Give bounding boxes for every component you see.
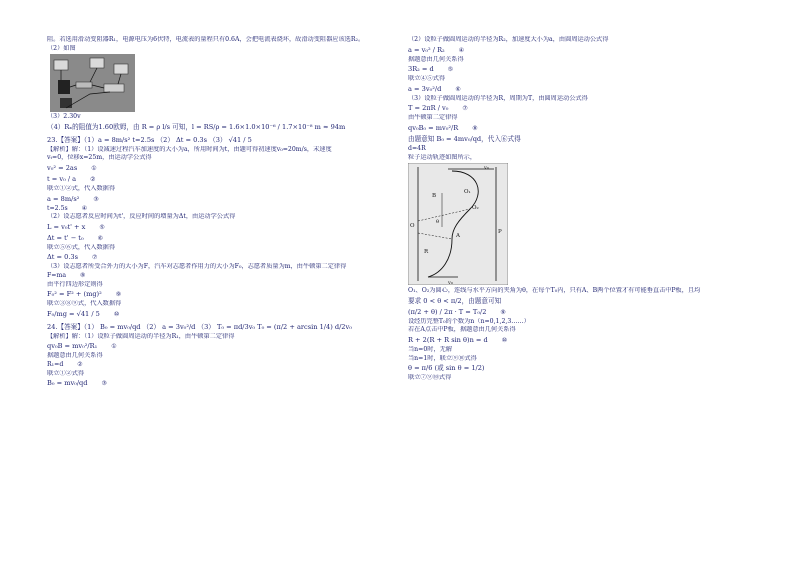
eq-period <box>408 307 768 318</box>
eq-d4R: d=4R <box>408 144 426 152</box>
join-56: 联立⑤⑥式，代入数据得 <box>47 243 116 251</box>
case-n0: 当n=0时，无解 <box>408 345 453 353</box>
item-4-prefix: （4）Rₓ的阻值为1.60欧姆，由 <box>47 122 140 131</box>
eq-marker-r4: ④ <box>458 46 465 54</box>
eq-3 <box>47 194 402 205</box>
join-12b: 联立①②式得 <box>47 369 85 377</box>
join-389: 联立③⑧⑨式，代入数据得 <box>47 300 122 308</box>
r-part-2: （2）设粒子做圆周运动的半径为R₂，加速度大小为a，由圆周运动公式得 <box>408 36 609 43</box>
eq-marker-r5: ⑤ <box>447 66 454 74</box>
eq-delta-t: Δt = t' − t₀ <box>47 233 84 242</box>
eq-marker-3: ③ <box>93 195 99 203</box>
q23-explanation-2: vₜ=0，位移x=25m，由运动学公式得 <box>47 154 152 162</box>
eq-geom-text: R + 2(R + R sin θ)n = d <box>408 335 488 344</box>
label-theta: θ <box>436 219 440 226</box>
eq-B0-text: B₀ = mv₀/qd <box>47 379 88 388</box>
hit-A: 若在A点击中P板，据题意由几何关系得 <box>408 326 516 334</box>
eq-T-text: T = 2πR / v₀ <box>408 104 449 113</box>
eq-v0-squared: v₀² = 2as <box>47 163 78 172</box>
eq-marker-q24-2: ② <box>77 360 83 368</box>
geometry-2: 据题意由几何关系得 <box>408 55 464 63</box>
label-P: P <box>498 229 502 236</box>
eq-marker-4: ④ <box>81 204 88 212</box>
eq-F0-squared: F₀² = F² + (mg)² <box>47 290 102 299</box>
eq-marker-r7: ⑦ <box>462 105 468 113</box>
item-4-formula: R = ρ l/s 可知，l = RS/ρ = 1.6×1.0×10⁻⁶ / 1.7×10⁻⁸ m ≈ 94m <box>141 122 346 131</box>
eq-marker-r6: ⑥ <box>455 85 461 93</box>
q24-answer: 24.【答案】（1） B₀ = mv₀/qd （2） a = 3v₀²/d （3） T₀ = πd/3v₀ T₀ = (π/2 + arcsin 1/4) d/2v₀ <box>47 322 352 331</box>
parallelogram-rule: 由平行四边形定则得 <box>47 280 103 288</box>
case-n1: 当n=1时，联立⑨⑩式得 <box>408 354 477 362</box>
eq-2 <box>47 174 402 185</box>
eq-qvB-text: qv₀B = mv₀²/R₁ <box>47 342 98 351</box>
eq-marker-5: ⑤ <box>99 223 105 231</box>
eq-marker-q24-3: ③ <box>101 380 107 388</box>
circuit-image <box>50 54 135 112</box>
eq-7 <box>47 252 402 263</box>
label-R: R <box>424 249 429 256</box>
eq-F0-over-mg: F₀/mg = √41 / 5 <box>47 309 100 318</box>
eq-period-text: (π/2 + θ) / 2π · T = T₀/2 <box>408 307 487 316</box>
eq-marker-1: ① <box>91 164 97 172</box>
eq-3R2-text: 3R₂ = d <box>408 65 434 74</box>
item-3: （3）2.30v <box>47 113 81 121</box>
eq-marker-6: ⑥ <box>97 234 103 242</box>
trajectory-label: 粒子运动轨迹如图所示， <box>408 153 477 161</box>
q23-answer: 23.【答案】（1）a = 8m/s² t=2.5s （2） Δt = 0.3s （3） √41 / 5 <box>47 135 252 144</box>
eq-a3-text: a = 3v₀²/d <box>408 84 442 93</box>
join-12: 联立①②式，代入数据得 <box>47 184 116 192</box>
eq-1 <box>47 163 402 174</box>
label-O: O <box>410 223 415 230</box>
label-v0-top: v₀ <box>484 165 489 172</box>
right-column <box>408 36 768 383</box>
eq-a3 <box>408 84 768 95</box>
q23-part-2: （2）设志愿者反应时间为t'，反应时间的增量为Δt，由运动学公式得 <box>47 213 236 221</box>
label-v0-bottom: v₀ <box>448 280 453 286</box>
eq-marker-q24-1: ① <box>111 343 117 351</box>
label-O1: O₁ <box>464 189 471 196</box>
eq-F: F=ma <box>47 271 67 279</box>
eq-6 <box>47 233 402 244</box>
eq-theta: θ = π/6 (或 sin θ = 1/2) <box>408 364 485 373</box>
eq-9 <box>47 289 402 300</box>
eq-a-R2-text: a = v₀² / R₂ <box>408 45 445 54</box>
eq-5 <box>47 222 402 233</box>
eq-T <box>408 103 768 114</box>
eq-a-R2 <box>408 45 768 56</box>
eq-geom <box>408 335 768 346</box>
eq-marker-10: ⑩ <box>113 310 120 318</box>
final-join: 联立⑦⑨⑩式得 <box>408 374 452 382</box>
eq-t25: t=2.5s <box>47 204 68 212</box>
eq-10 <box>47 309 402 320</box>
left-column <box>47 36 402 389</box>
period-count: 设经历完整T₀的个数为n（n=0,1,2,3……） <box>408 317 530 325</box>
eq-marker-7: ⑦ <box>92 254 98 262</box>
eq-qvB0 <box>408 123 768 134</box>
eq-4 <box>47 205 402 214</box>
given-B0: 由题意知 B₀ = 4mv₀/qd，代入⑥式得 <box>408 134 521 143</box>
eq-L: L = v₀t' + x <box>47 222 86 231</box>
intro-text: 阻。若选用滑动变阻器R₁，电源电压为6伏特，电流表的量程只有0.6A，会把电流表烧坏，故滑动变阻器应该选R₂。 <box>47 36 365 43</box>
eq-a: a = 8m/s² <box>47 194 80 203</box>
after-figure-1: O₁、O₂为圆心，连线与水平方向的夹角为θ，在每个T₀内，只有A、B两个位置才有可能垂直击中P板，且均 <box>408 287 701 295</box>
join-45: 联立④⑤式得 <box>408 75 446 83</box>
q23-explanation-1: 【解析】解：（1）设减速过程汽车加速度的大小为a，所用时间为t，由题可得初速度v₀=20m/s，末速度 <box>47 145 332 153</box>
eq-qvB0-text: qv₀B₀ = mv₀²/R <box>408 123 459 132</box>
eq-R1-text: R₁=d <box>47 360 64 368</box>
trajectory-diagram <box>408 163 508 285</box>
circuit-photo <box>50 54 135 112</box>
eq-marker-2: ② <box>90 175 96 183</box>
eq-8 <box>47 272 402 281</box>
eq-3R2 <box>408 64 768 75</box>
r-part-3: （3）设粒子做圆周运动的半径为R，周期为T，由圆周运动公式得 <box>408 94 588 102</box>
q24-explanation-1: 【解析】解：（1）设粒子做圆周运动的半径为R₁，由牛顿第二定律得 <box>47 332 235 340</box>
eq-R1 <box>47 361 402 370</box>
eq-marker-9: ⑨ <box>115 291 122 299</box>
geometry-1: 据题意由几何关系得 <box>47 352 103 360</box>
eq-qvB <box>47 341 402 352</box>
item-2-label: （2）如图 <box>47 44 76 52</box>
trajectory-figure <box>408 163 508 285</box>
eq-t: t = v₀ / a <box>47 174 77 183</box>
eq-marker-8: ⑧ <box>80 271 86 279</box>
label-B: B <box>432 193 437 200</box>
label-O2: O₂ <box>472 205 479 212</box>
eq-delta-t-value: Δt = 0.3s <box>47 253 78 262</box>
eq-marker-r10: ⑩ <box>501 336 508 344</box>
q23-part-3: （3）设志愿者所受合外力的大小为F，汽车对志愿者作用力的大小为F₀，志愿者质量为m，由牛顿第二定律得 <box>47 263 347 271</box>
newton-law: 由牛顿第二定律得 <box>408 114 458 122</box>
eq-marker-r8: ⑧ <box>472 124 478 132</box>
eq-B0 <box>47 378 402 389</box>
label-A: A <box>456 233 460 240</box>
after-figure-2: 要求 0 < θ < π/2，由题意可知 <box>408 296 502 305</box>
eq-marker-r9: ⑨ <box>500 308 506 316</box>
item-4 <box>47 122 402 133</box>
